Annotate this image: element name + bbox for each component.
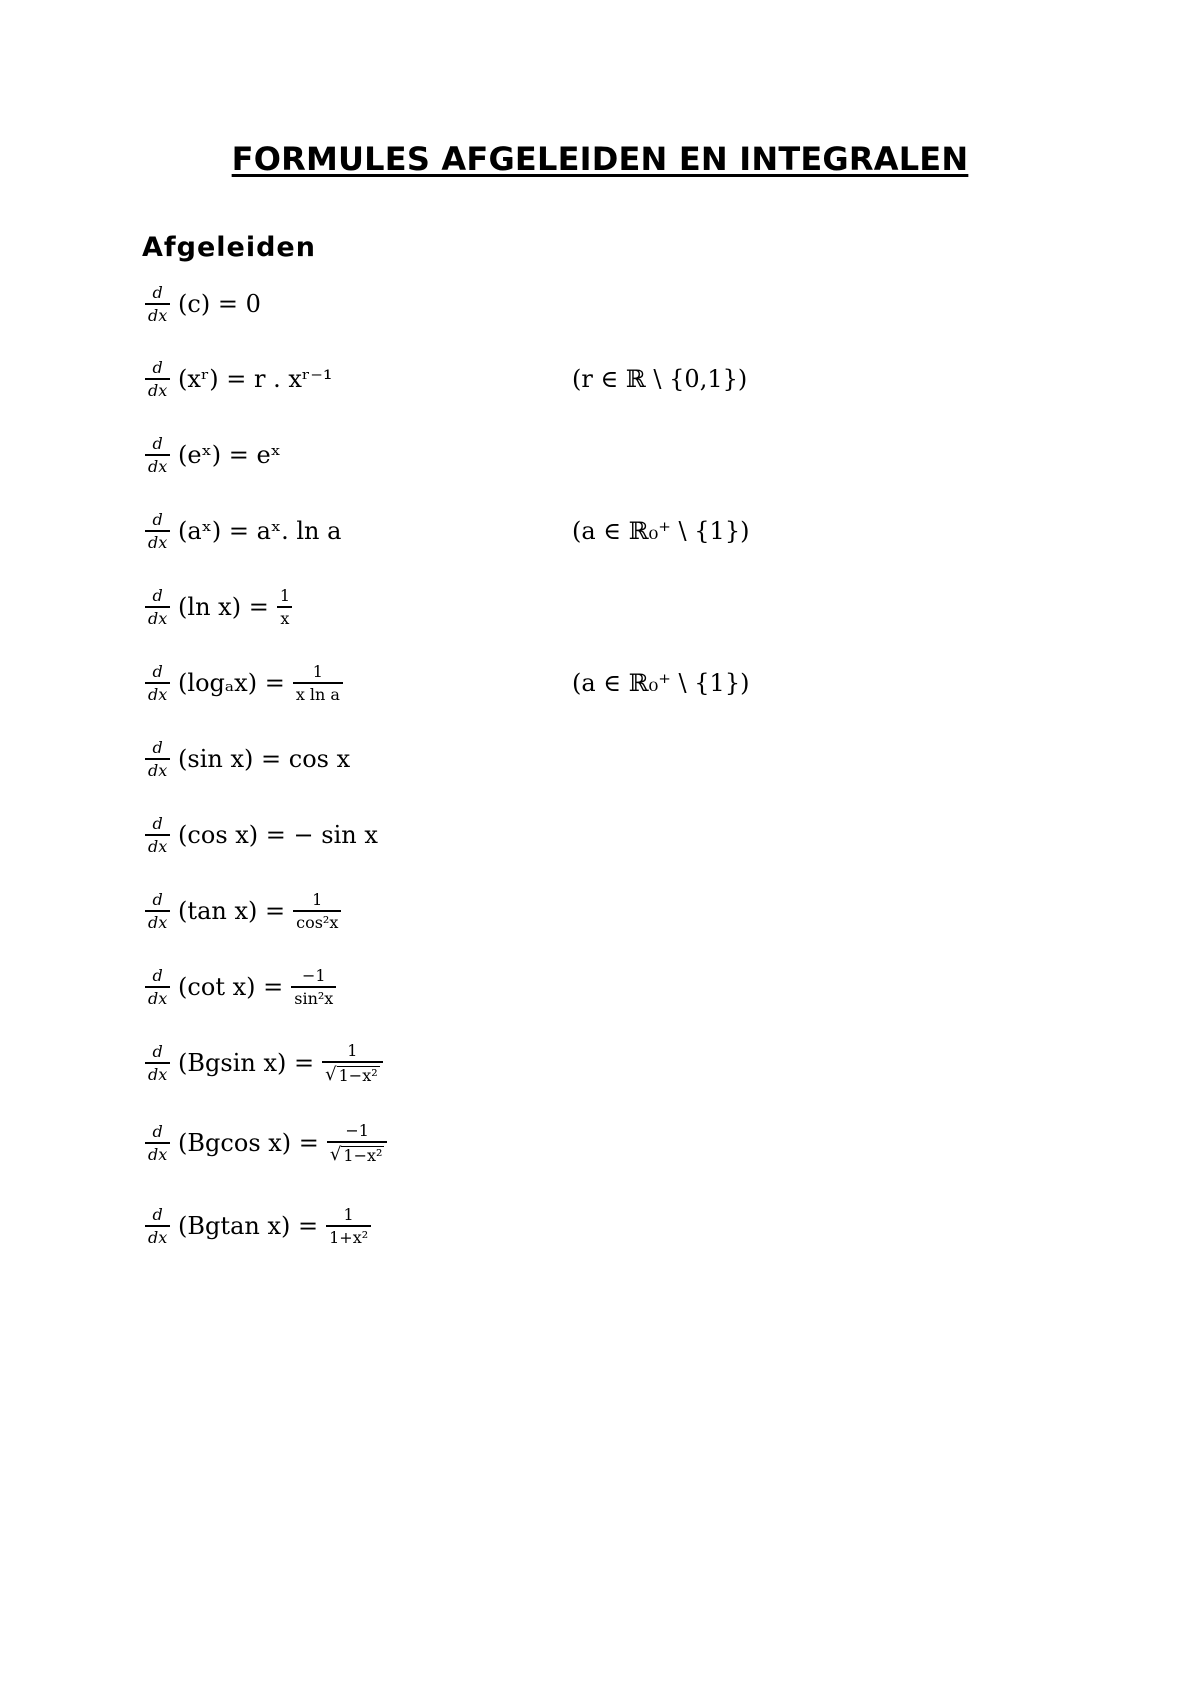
fraction-denominator: sin²x	[291, 986, 336, 1007]
result-fraction	[291, 965, 336, 1008]
fraction-numerator: 1	[343, 1204, 354, 1224]
operator-denominator: dx	[145, 1142, 170, 1163]
operator-denominator: dx	[145, 606, 170, 627]
formula-row	[142, 729, 350, 789]
derivative-operator	[145, 509, 170, 552]
formula-expression: (ln x) =	[173, 593, 269, 621]
fraction-denominator: x	[277, 606, 292, 627]
derivative-operator	[145, 585, 170, 628]
formula-expression: (Bgtan x) =	[173, 1212, 319, 1240]
result-fraction	[277, 585, 293, 628]
formula-row	[142, 1033, 386, 1093]
operator-denominator: dx	[145, 454, 170, 475]
operator-denominator: dx	[145, 986, 170, 1007]
operator-numerator: d	[152, 1041, 163, 1061]
derivative-operator	[145, 889, 170, 932]
formula-row	[142, 1113, 390, 1173]
derivative-operator	[145, 813, 170, 856]
operator-denominator: dx	[145, 1225, 170, 1246]
section-heading: Afgeleiden	[142, 232, 316, 263]
formula-expression: (cos x) = − sin x	[173, 821, 378, 849]
operator-numerator: d	[152, 357, 163, 377]
operator-numerator: d	[152, 965, 163, 985]
operator-denominator: dx	[145, 378, 170, 399]
fraction-denominator	[322, 1061, 383, 1084]
derivative-operator	[145, 737, 170, 780]
formula-expression: (cot x) =	[173, 973, 284, 1001]
formula-row	[142, 274, 261, 334]
operator-numerator: d	[152, 889, 163, 909]
formula-row	[142, 805, 378, 865]
operator-denominator: dx	[145, 530, 170, 551]
fraction-numerator: −1	[345, 1120, 369, 1140]
fraction-denominator: cos²x	[293, 910, 341, 931]
operator-denominator: dx	[145, 682, 170, 703]
derivative-operator	[145, 433, 170, 476]
fraction-denominator: x ln a	[293, 682, 343, 703]
formula-expression: (c) = 0	[173, 290, 261, 318]
page-title: FORMULES AFGELEIDEN EN INTEGRALEN	[231, 140, 969, 178]
formula-row	[142, 425, 281, 485]
derivative-operator	[145, 1204, 170, 1247]
formula-expression: (logₐx) =	[173, 669, 285, 697]
formula-expression: (Bgsin x) =	[173, 1049, 315, 1077]
operator-numerator: d	[152, 1204, 163, 1224]
fraction-denominator	[327, 1141, 388, 1164]
derivative-operator	[145, 357, 170, 400]
formula-row	[142, 1196, 374, 1256]
formula-condition: (a ∈ ℝ₀⁺ \ {1})	[572, 669, 750, 697]
formula-expression: (xʳ) = r . xʳ⁻¹	[173, 365, 333, 393]
square-root	[325, 1063, 380, 1085]
formula-row	[142, 577, 296, 637]
formula-condition: (r ∈ ℝ \ {0,1})	[572, 365, 748, 393]
fraction-denominator: 1+x²	[326, 1225, 371, 1246]
operator-numerator: d	[152, 282, 163, 302]
formula-row	[142, 653, 346, 713]
operator-denominator: dx	[145, 303, 170, 324]
formula-expression: (eˣ) = eˣ	[173, 441, 281, 469]
operator-denominator: dx	[145, 834, 170, 855]
derivative-operator	[145, 282, 170, 325]
radicand: 1−x²	[338, 1065, 378, 1085]
result-fraction	[326, 1204, 371, 1247]
formula-expression: (tan x) =	[173, 897, 286, 925]
operator-numerator: d	[152, 737, 163, 757]
formula-row	[142, 957, 339, 1017]
formula-row	[142, 349, 333, 409]
operator-denominator: dx	[145, 910, 170, 931]
derivative-operator	[145, 661, 170, 704]
operator-numerator: d	[152, 1121, 163, 1141]
fraction-numerator: 1	[312, 889, 323, 909]
formula-row	[142, 501, 341, 561]
radical-sign: √	[325, 1063, 337, 1085]
derivative-operator	[145, 965, 170, 1008]
operator-denominator: dx	[145, 1062, 170, 1083]
formula-condition: (a ∈ ℝ₀⁺ \ {1})	[572, 517, 750, 545]
fraction-numerator: 1	[312, 661, 323, 681]
derivative-operator	[145, 1121, 170, 1164]
fraction-numerator: 1	[347, 1040, 358, 1060]
result-fraction	[293, 661, 343, 704]
operator-denominator: dx	[145, 758, 170, 779]
result-fraction	[322, 1040, 383, 1085]
operator-numerator: d	[152, 661, 163, 681]
radicand: 1−x²	[343, 1145, 383, 1165]
formula-expression: (Bgcos x) =	[173, 1129, 319, 1157]
fraction-numerator: 1	[279, 585, 291, 605]
result-fraction	[293, 889, 341, 932]
radical-sign: √	[329, 1143, 342, 1165]
operator-numerator: d	[152, 585, 163, 605]
fraction-numerator: −1	[301, 965, 326, 985]
derivative-operator	[145, 1041, 170, 1084]
operator-numerator: d	[152, 509, 163, 529]
result-fraction	[327, 1120, 388, 1165]
formula-row	[142, 881, 344, 941]
square-root	[329, 1143, 385, 1165]
operator-numerator: d	[152, 433, 163, 453]
operator-numerator: d	[152, 813, 163, 833]
formula-expression: (sin x) = cos x	[173, 745, 351, 773]
formula-expression: (aˣ) = aˣ. ln a	[173, 517, 342, 545]
